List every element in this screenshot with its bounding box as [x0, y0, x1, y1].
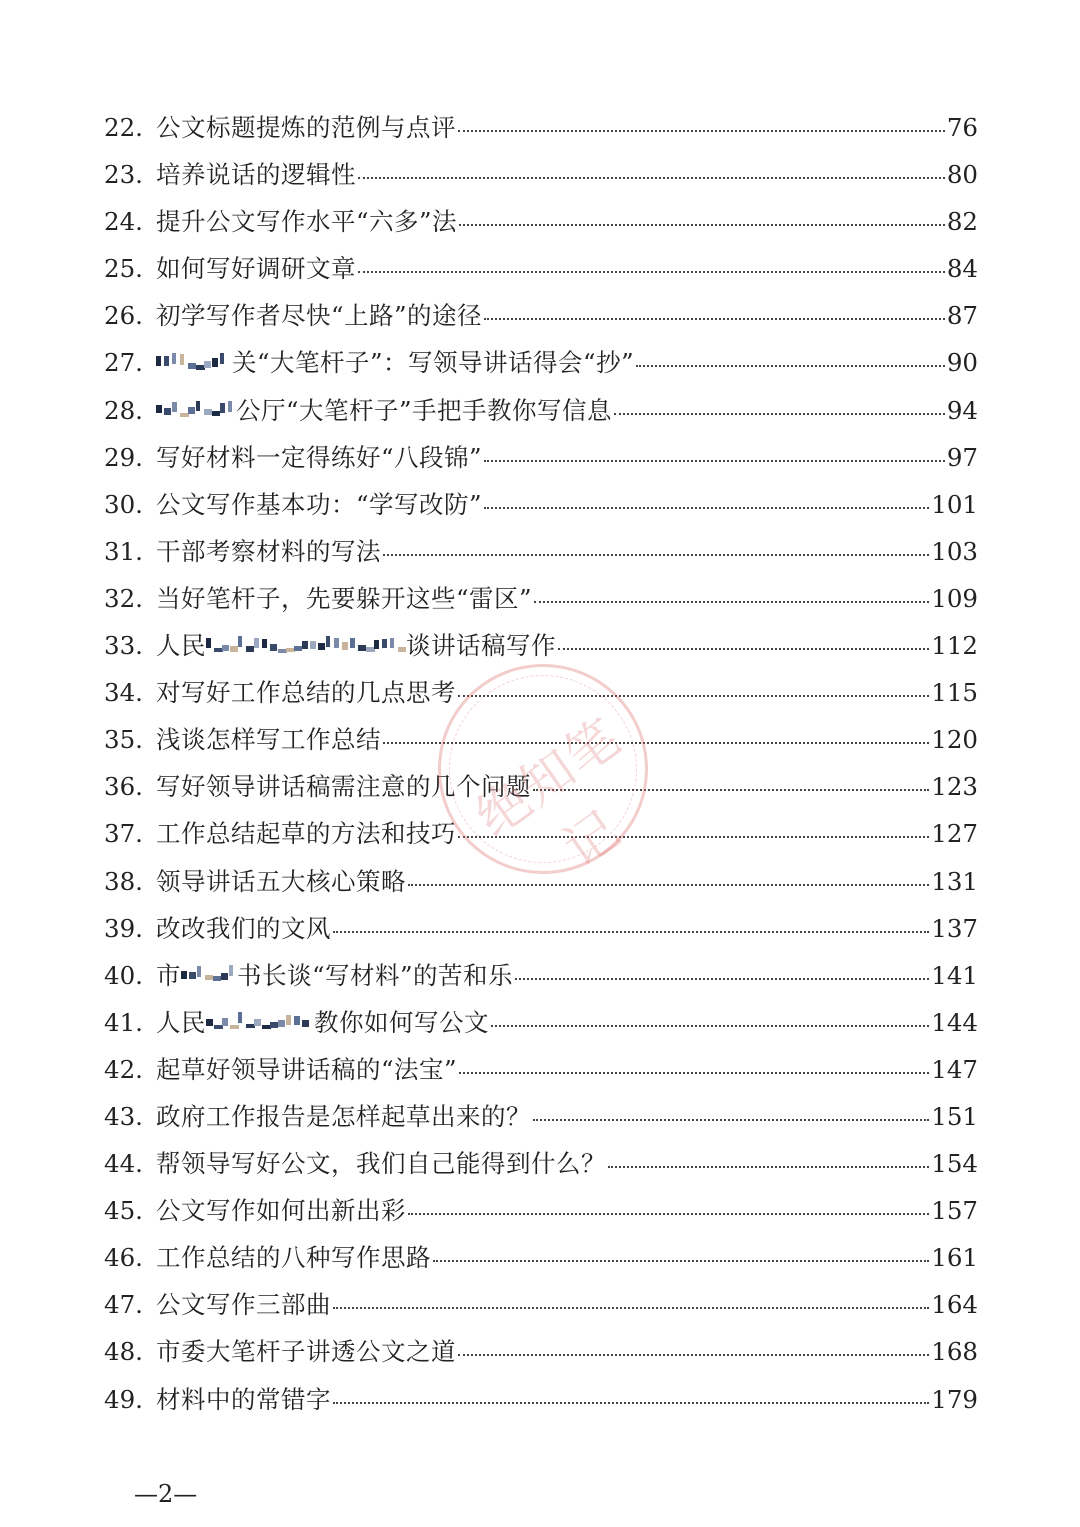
- toc-entry-page: 127: [931, 819, 978, 849]
- toc-entry-title-text: 谈讲话稿写作: [406, 631, 556, 661]
- toc-entry-page: 161: [931, 1243, 978, 1273]
- toc-entry-title: [154, 109, 456, 144]
- toc-entry[interactable]: [104, 1051, 978, 1098]
- toc-entry-title-text: 书长谈“写材料”的苦和乐: [237, 960, 514, 990]
- toc-entry-page: 168: [931, 1337, 978, 1367]
- toc-entry-title-text: 公文写作如何出新出彩: [156, 1196, 406, 1226]
- dot-leader: [484, 318, 945, 320]
- toc-entry-title: [154, 580, 532, 615]
- toc-entry-title: [154, 439, 482, 474]
- dot-leader: [491, 1025, 929, 1027]
- toc-entry-page: 154: [931, 1149, 978, 1179]
- toc-entry-title-text: 工作总结的八种写作思路: [156, 1243, 431, 1273]
- toc-entry-title: [154, 910, 331, 945]
- toc-entry-page: 80: [946, 160, 978, 190]
- toc-entry[interactable]: [104, 1286, 978, 1333]
- toc-entry[interactable]: [104, 1192, 978, 1239]
- dot-leader: [458, 130, 945, 132]
- toc-entry[interactable]: [104, 533, 978, 580]
- toc-entry-title-text: 人民: [156, 1007, 206, 1037]
- toc-entry-page: 144: [931, 1007, 978, 1037]
- toc-entry[interactable]: [104, 863, 978, 910]
- toc-entry-page: 115: [931, 678, 978, 708]
- toc-entry-page: 112: [931, 631, 978, 661]
- toc-entry[interactable]: [104, 156, 978, 203]
- toc-entry[interactable]: [104, 344, 978, 391]
- toc-entry-title: [154, 1145, 606, 1180]
- toc-entry-title-text: 如何写好调研文章: [156, 254, 356, 284]
- toc-entry-page: 103: [931, 536, 978, 566]
- toc-entry-title-text: 工作总结起草的方法和技巧: [156, 819, 456, 849]
- dot-leader: [383, 742, 929, 744]
- toc-entry-number: 40.: [104, 960, 143, 990]
- toc-entry[interactable]: [104, 627, 978, 674]
- toc-entry[interactable]: [104, 768, 978, 815]
- toc-entry-number: 24.: [104, 207, 143, 237]
- dot-leader: [484, 460, 945, 462]
- dot-leader: [358, 177, 945, 179]
- toc-entry-title-text: 关“大笔杆子”：写领导讲话得会“抄”: [232, 348, 635, 378]
- dot-leader: [433, 1260, 929, 1262]
- redacted-text: [181, 965, 237, 989]
- toc-entry-number: 34.: [104, 678, 143, 708]
- toc-entry[interactable]: [104, 250, 978, 297]
- toc-entry[interactable]: [104, 1004, 978, 1051]
- toc-entry-title: [154, 1333, 456, 1368]
- dot-leader: [533, 1119, 929, 1121]
- dot-leader: [459, 1072, 929, 1074]
- toc-entry-number: 32.: [104, 583, 143, 613]
- toc-entry-title-text: 培养说话的逻辑性: [156, 160, 356, 190]
- toc-entry[interactable]: [104, 721, 978, 768]
- toc-entry-title: [154, 1381, 331, 1416]
- toc-entry-title: [154, 344, 634, 379]
- toc-entry[interactable]: [104, 815, 978, 862]
- toc-entry-title-text: 写好材料一定得练好“八段锦”: [156, 442, 483, 472]
- toc-entry-title: [154, 1098, 531, 1133]
- dot-leader: [534, 601, 929, 603]
- toc-entry[interactable]: [104, 1145, 978, 1192]
- toc-entry-page: 97: [946, 442, 978, 472]
- dot-leader: [458, 695, 929, 697]
- dot-leader: [408, 884, 929, 886]
- toc-entry-number: 25.: [104, 254, 143, 284]
- dot-leader: [636, 365, 945, 367]
- toc-entry-page: 131: [931, 866, 978, 896]
- toc-entry-title-text: 市: [156, 960, 181, 990]
- toc-entry-number: 47.: [104, 1290, 143, 1320]
- dot-leader: [608, 1166, 929, 1168]
- dot-leader: [383, 554, 929, 556]
- toc-entry-title: [154, 203, 457, 238]
- toc-entry-number: 31.: [104, 536, 143, 566]
- toc-entry-title-text: 帮领导写好公文，我们自己能得到什么？: [156, 1149, 606, 1179]
- dot-leader: [459, 224, 945, 226]
- dot-leader: [533, 789, 929, 791]
- toc-entry[interactable]: [104, 297, 978, 344]
- redacted-text: [156, 353, 232, 377]
- toc-entry-title-text: 材料中的常错字: [156, 1384, 331, 1414]
- toc-entry-title: [154, 1192, 406, 1227]
- toc-entry-page: 101: [931, 489, 978, 519]
- toc-entry-page: 84: [946, 254, 978, 284]
- toc-entry[interactable]: [104, 486, 978, 533]
- toc-entry-title: [154, 627, 556, 662]
- toc-entry-page: 179: [931, 1384, 978, 1414]
- toc-entry-number: 36.: [104, 772, 143, 802]
- toc-entry-number: 33.: [104, 631, 143, 661]
- toc-entry-title-text: 对写好工作总结的几点思考: [156, 678, 456, 708]
- toc-entry-title: [154, 297, 482, 332]
- page-number-footer: —2—: [134, 1480, 198, 1508]
- toc-entry-title-text: 提升公文写作水平“六多”法: [156, 207, 458, 237]
- dot-leader: [458, 1354, 929, 1356]
- toc-entry-title-text: 干部考察材料的写法: [156, 536, 381, 566]
- dot-leader: [333, 931, 929, 933]
- toc-entry-number: 45.: [104, 1196, 143, 1226]
- toc-entry[interactable]: [104, 1381, 978, 1428]
- toc-entry[interactable]: [104, 1239, 978, 1286]
- toc-entry-number: 22.: [104, 113, 143, 142]
- toc-entry-page: 137: [931, 913, 978, 943]
- toc-entry-number: 26.: [104, 301, 143, 331]
- toc-entry-page: 76: [946, 113, 978, 142]
- toc-entry[interactable]: [104, 580, 978, 627]
- toc-entry-page: 109: [931, 583, 978, 613]
- toc-entry-title-text: 政府工作报告是怎样起草出来的？: [156, 1101, 531, 1131]
- toc-entry-title: [154, 957, 513, 992]
- toc-entry-title-text: 教你如何写公文: [314, 1007, 489, 1037]
- toc-entry-page: 123: [931, 772, 978, 802]
- toc-entry-page: 120: [931, 725, 978, 755]
- toc-entry[interactable]: [104, 910, 978, 957]
- toc-entry-number: 44.: [104, 1149, 143, 1179]
- toc-entry-number: 49.: [104, 1384, 143, 1414]
- toc-entry-number: 38.: [104, 866, 143, 896]
- toc-entry-number: 43.: [104, 1101, 143, 1131]
- toc-entry-title: [154, 533, 381, 568]
- toc-entry[interactable]: [104, 439, 978, 486]
- dot-leader: [333, 1402, 929, 1404]
- toc-entry-title-text: 公文写作基本功：“学写改防”: [156, 489, 483, 519]
- toc-entry-title-text: 公文写作三部曲: [156, 1290, 331, 1320]
- dot-leader: [558, 648, 929, 650]
- toc-entry-number: 29.: [104, 442, 143, 472]
- toc-entry-number: 42.: [104, 1054, 143, 1084]
- toc-entry-page: 90: [946, 348, 978, 378]
- dot-leader: [408, 1213, 929, 1215]
- toc-entry[interactable]: [104, 1333, 978, 1380]
- toc-entry[interactable]: [104, 109, 978, 156]
- toc-entry[interactable]: [104, 392, 978, 439]
- toc-entry-title: [154, 721, 381, 756]
- watermark-text: 绝知笔记: [465, 706, 633, 880]
- toc-entry[interactable]: [104, 957, 978, 1004]
- toc-entry-title: [154, 815, 456, 850]
- toc-entry-title: [154, 768, 531, 803]
- toc-entry-title-text: 当好笔杆子，先要躲开这些“雷区”: [156, 583, 533, 613]
- toc-entry-title: [154, 1239, 431, 1274]
- toc-entry-title-text: 领导讲话五大核心策略: [156, 866, 406, 896]
- dot-leader: [333, 1307, 929, 1309]
- dot-leader: [515, 978, 929, 980]
- toc-entry-title: [154, 250, 356, 285]
- redacted-text: [206, 636, 406, 660]
- toc-entry[interactable]: [104, 1098, 978, 1145]
- toc-entry-number: 39.: [104, 913, 143, 943]
- toc-entry-title: [154, 486, 482, 521]
- toc-entry-title-text: 人民: [156, 631, 206, 661]
- toc-entry-title-text: 起草好领导讲话稿的“法宝”: [156, 1054, 458, 1084]
- toc-entry-title: [154, 392, 612, 427]
- dot-leader: [484, 507, 929, 509]
- toc-entry-page: 164: [931, 1290, 978, 1320]
- toc-entry-page: 82: [946, 207, 978, 237]
- toc-entry-title: [154, 1051, 457, 1086]
- redacted-text: [156, 400, 236, 424]
- toc-entry-title-text: 初学写作者尽快“上路”的途径: [156, 301, 483, 331]
- toc-entry[interactable]: [104, 674, 978, 721]
- toc-entry-page: 141: [931, 960, 978, 990]
- toc-entry-page: 87: [946, 301, 978, 331]
- toc-entry-page: 94: [946, 395, 978, 425]
- toc-entry-number: 46.: [104, 1243, 143, 1273]
- toc-entry-number: 41.: [104, 1007, 143, 1037]
- toc-entry-page: 157: [931, 1196, 978, 1226]
- toc-entry-title: [154, 674, 456, 709]
- dot-leader: [358, 271, 945, 273]
- toc-entry-number: 23.: [104, 160, 143, 190]
- dot-leader: [614, 413, 945, 415]
- table-of-contents: [104, 109, 978, 1428]
- toc-entry-title-text: 写好领导讲话稿需注意的几个问题: [156, 772, 531, 802]
- toc-entry-title-text: 改改我们的文风: [156, 913, 331, 943]
- toc-entry-number: 30.: [104, 489, 143, 519]
- toc-entry-title: [154, 863, 406, 898]
- toc-entry-title: [154, 1286, 331, 1321]
- toc-entry-title-text: 市委大笔杆子讲透公文之道: [156, 1337, 456, 1367]
- toc-entry-title-text: 公厅“大笔杆子”手把手教你写信息: [236, 395, 613, 425]
- toc-entry[interactable]: [104, 203, 978, 250]
- toc-entry-number: 37.: [104, 819, 143, 849]
- toc-entry-number: 28.: [104, 395, 143, 425]
- redacted-text: [206, 1012, 314, 1036]
- toc-entry-number: 35.: [104, 725, 143, 755]
- toc-entry-page: 147: [931, 1054, 978, 1084]
- toc-entry-page: 151: [931, 1101, 978, 1131]
- dot-leader: [458, 836, 929, 838]
- toc-entry-title-text: 公文标题提炼的范例与点评: [156, 113, 456, 142]
- toc-entry-number: 27.: [104, 348, 143, 378]
- toc-entry-number: 48.: [104, 1337, 143, 1367]
- toc-entry-title-text: 浅谈怎样写工作总结: [156, 725, 381, 755]
- toc-entry-title: [154, 1004, 489, 1039]
- toc-entry-title: [154, 156, 356, 191]
